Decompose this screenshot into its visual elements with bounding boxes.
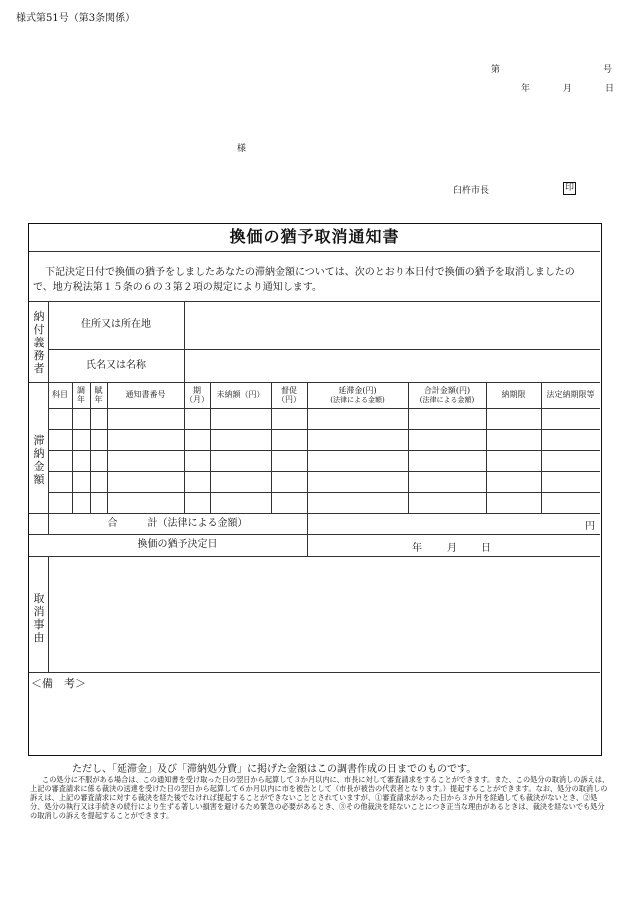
seal-mark: 印 xyxy=(564,183,574,193)
table-row[interactable] xyxy=(49,409,599,428)
col-item: 科目 xyxy=(52,390,68,400)
decision-year-label: 年 xyxy=(412,543,422,554)
name-label: 氏名又は名称 xyxy=(86,359,146,371)
remarks-field[interactable] xyxy=(31,690,597,752)
arrears-section-label: 滞納金額 xyxy=(33,434,45,486)
col-total-sub: (法律による金額) xyxy=(419,395,475,404)
decision-month-label: 月 xyxy=(447,543,457,554)
notice-form xyxy=(28,223,602,756)
taxpayer-section-label: 納付義務者 xyxy=(33,310,45,375)
table-row[interactable] xyxy=(49,451,599,470)
decision-date-label: 換価の猶予決定日 xyxy=(137,539,218,551)
form-number: 様式第51号（第3条関係） xyxy=(16,13,136,24)
table-row[interactable] xyxy=(49,493,599,512)
address-field[interactable] xyxy=(185,302,599,348)
table-row[interactable] xyxy=(49,472,599,491)
col-unpaid: 未納額（円） xyxy=(216,390,265,400)
date-year-label: 年 xyxy=(521,84,531,94)
col-total-label: 合計金額(円) xyxy=(423,386,471,396)
col-total xyxy=(408,382,486,408)
reason-label: 取消事由 xyxy=(33,592,45,644)
issuer-name: 臼杵市長 xyxy=(453,186,490,196)
col-reminder: 督促（円） xyxy=(277,385,301,404)
decision-day-label: 日 xyxy=(481,543,491,554)
appeal-notice: この処分に不服がある場合は、この通知書を受け取った日の翌日から起算して３か月以内に、市長に対して審査請求をすることができます。また、この処分の取消しの訴えは、上記の審査請求に係る裁決の送達を受けた日の翌日から起算して６か月以内に市を被告として（市長が被告の代表者となります。）提起することができます。なお、処分の取消しの訴えは、上記の審査請求に対する裁決を経た後でなければ提起することができないこととされていますが、①審査請求があった日から３か月を経過しても裁決がないとき、②処分、処分の執行又は手続きの続行により生ずる著しい損害を避けるため緊急の必要があるとき、③その他裁決を経ないことにつき正当な理由があるときは、裁決を経ないでも処分の取消しの訴えを提起することができます。 xyxy=(30,775,610,820)
date-day-label: 日 xyxy=(605,84,615,94)
date-month-label: 月 xyxy=(563,84,573,94)
total-label: 合 計（法律による金額） xyxy=(107,517,248,529)
address-label: 住所又は所在地 xyxy=(81,319,151,331)
col-notice-number: 通知書番号 xyxy=(125,390,166,400)
number-suffix: 号 xyxy=(603,65,613,75)
remarks-label: ＜備 考＞ xyxy=(31,677,86,690)
reason-field[interactable] xyxy=(49,557,599,671)
col-fiscal-year: 賦年 xyxy=(94,385,103,404)
number-prefix: 第 xyxy=(491,65,501,75)
col-statutory-due: 法定納期限等 xyxy=(546,390,595,400)
col-tax-year: 調年 xyxy=(77,385,85,404)
table-row[interactable] xyxy=(49,430,599,449)
addressee-suffix: 様 xyxy=(237,144,247,154)
col-period: 期（月） xyxy=(185,385,209,404)
col-due-date: 納期限 xyxy=(501,390,526,400)
intro-paragraph: 下記決定日付で換価の猶予をしましたあなたの滞納金額については、次のとおり本日付で換価の猶予を取消しましたので、地方税法第１５条の６の３第２項の規定により通知します。 xyxy=(33,267,575,293)
name-field[interactable] xyxy=(185,350,599,381)
col-late-fee xyxy=(307,382,408,408)
col-late-fee-label: 延滞金(円) xyxy=(338,386,377,396)
total-unit: 円 xyxy=(585,521,595,532)
col-late-fee-sub: (法律による金額) xyxy=(330,395,385,404)
amount-caveat: ただし、「延滞金」及び「滞納処分費」に掲げた金額はこの調書作成の日までのものです。 xyxy=(72,764,477,775)
document-title: 換価の猶予取消通知書 xyxy=(229,227,400,247)
